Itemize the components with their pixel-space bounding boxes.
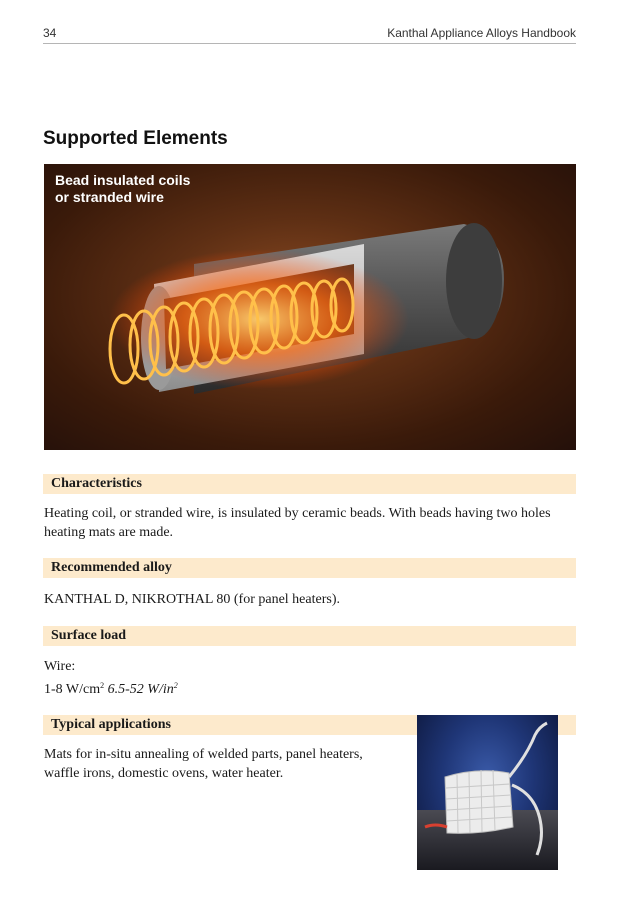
tube-end (446, 223, 502, 339)
surface-load-text (44, 657, 178, 699)
surface-load-line-1: Wire: (44, 659, 76, 674)
recommended-alloy-text: KANTHAL D, NIKROTHAL 80 (for panel heaters). (44, 592, 340, 607)
bead-insulated-coil-image (44, 164, 576, 450)
surface-load-heading-band (43, 626, 576, 646)
surface-load-metric-exp: 2 (100, 681, 105, 690)
hero-caption (55, 172, 190, 206)
lead-wire-1 (509, 723, 547, 777)
typical-applications-text (44, 745, 363, 783)
heating-mat-image (417, 715, 558, 870)
page-number: 34 (43, 26, 57, 40)
surface-load-metric: 1-8 W/cm (44, 682, 101, 697)
section-title: Supported Elements (43, 128, 228, 149)
typical-applications-heading: Typical applications (51, 717, 171, 732)
recommended-alloy-heading-band (43, 558, 576, 578)
characteristics-heading: Characteristics (51, 476, 142, 491)
characteristics-line-2: heating mats are made. (44, 525, 174, 540)
characteristics-text (44, 504, 551, 542)
header-rule (43, 43, 576, 44)
recommended-alloy-heading: Recommended alloy (51, 560, 172, 575)
hero-caption-line-1: Bead insulated coils (55, 172, 191, 188)
coil-illustration (44, 164, 576, 450)
surface-load-imperial: 6.5-52 W/in (107, 682, 174, 697)
surface-load-heading: Surface load (51, 628, 127, 643)
surface-load-line-2 (44, 676, 178, 699)
heating-mat-illustration (417, 715, 558, 870)
typical-applications-line-2: waffle irons, domestic ovens, water heater. (44, 766, 284, 781)
characteristics-heading-band (43, 474, 576, 494)
typical-applications-line-1: Mats for in-situ annealing of welded parts, panel heaters, (44, 747, 363, 762)
running-title: Kanthal Appliance Alloys Handbook (387, 26, 576, 40)
surface-load-imperial-exp: 2 (173, 681, 178, 690)
characteristics-line-1: Heating coil, or stranded wire, is insulated by ceramic beads. With beads having two holes (44, 506, 551, 521)
hero-caption-line-2: or stranded wire (55, 189, 164, 205)
bead-mat (445, 771, 513, 834)
